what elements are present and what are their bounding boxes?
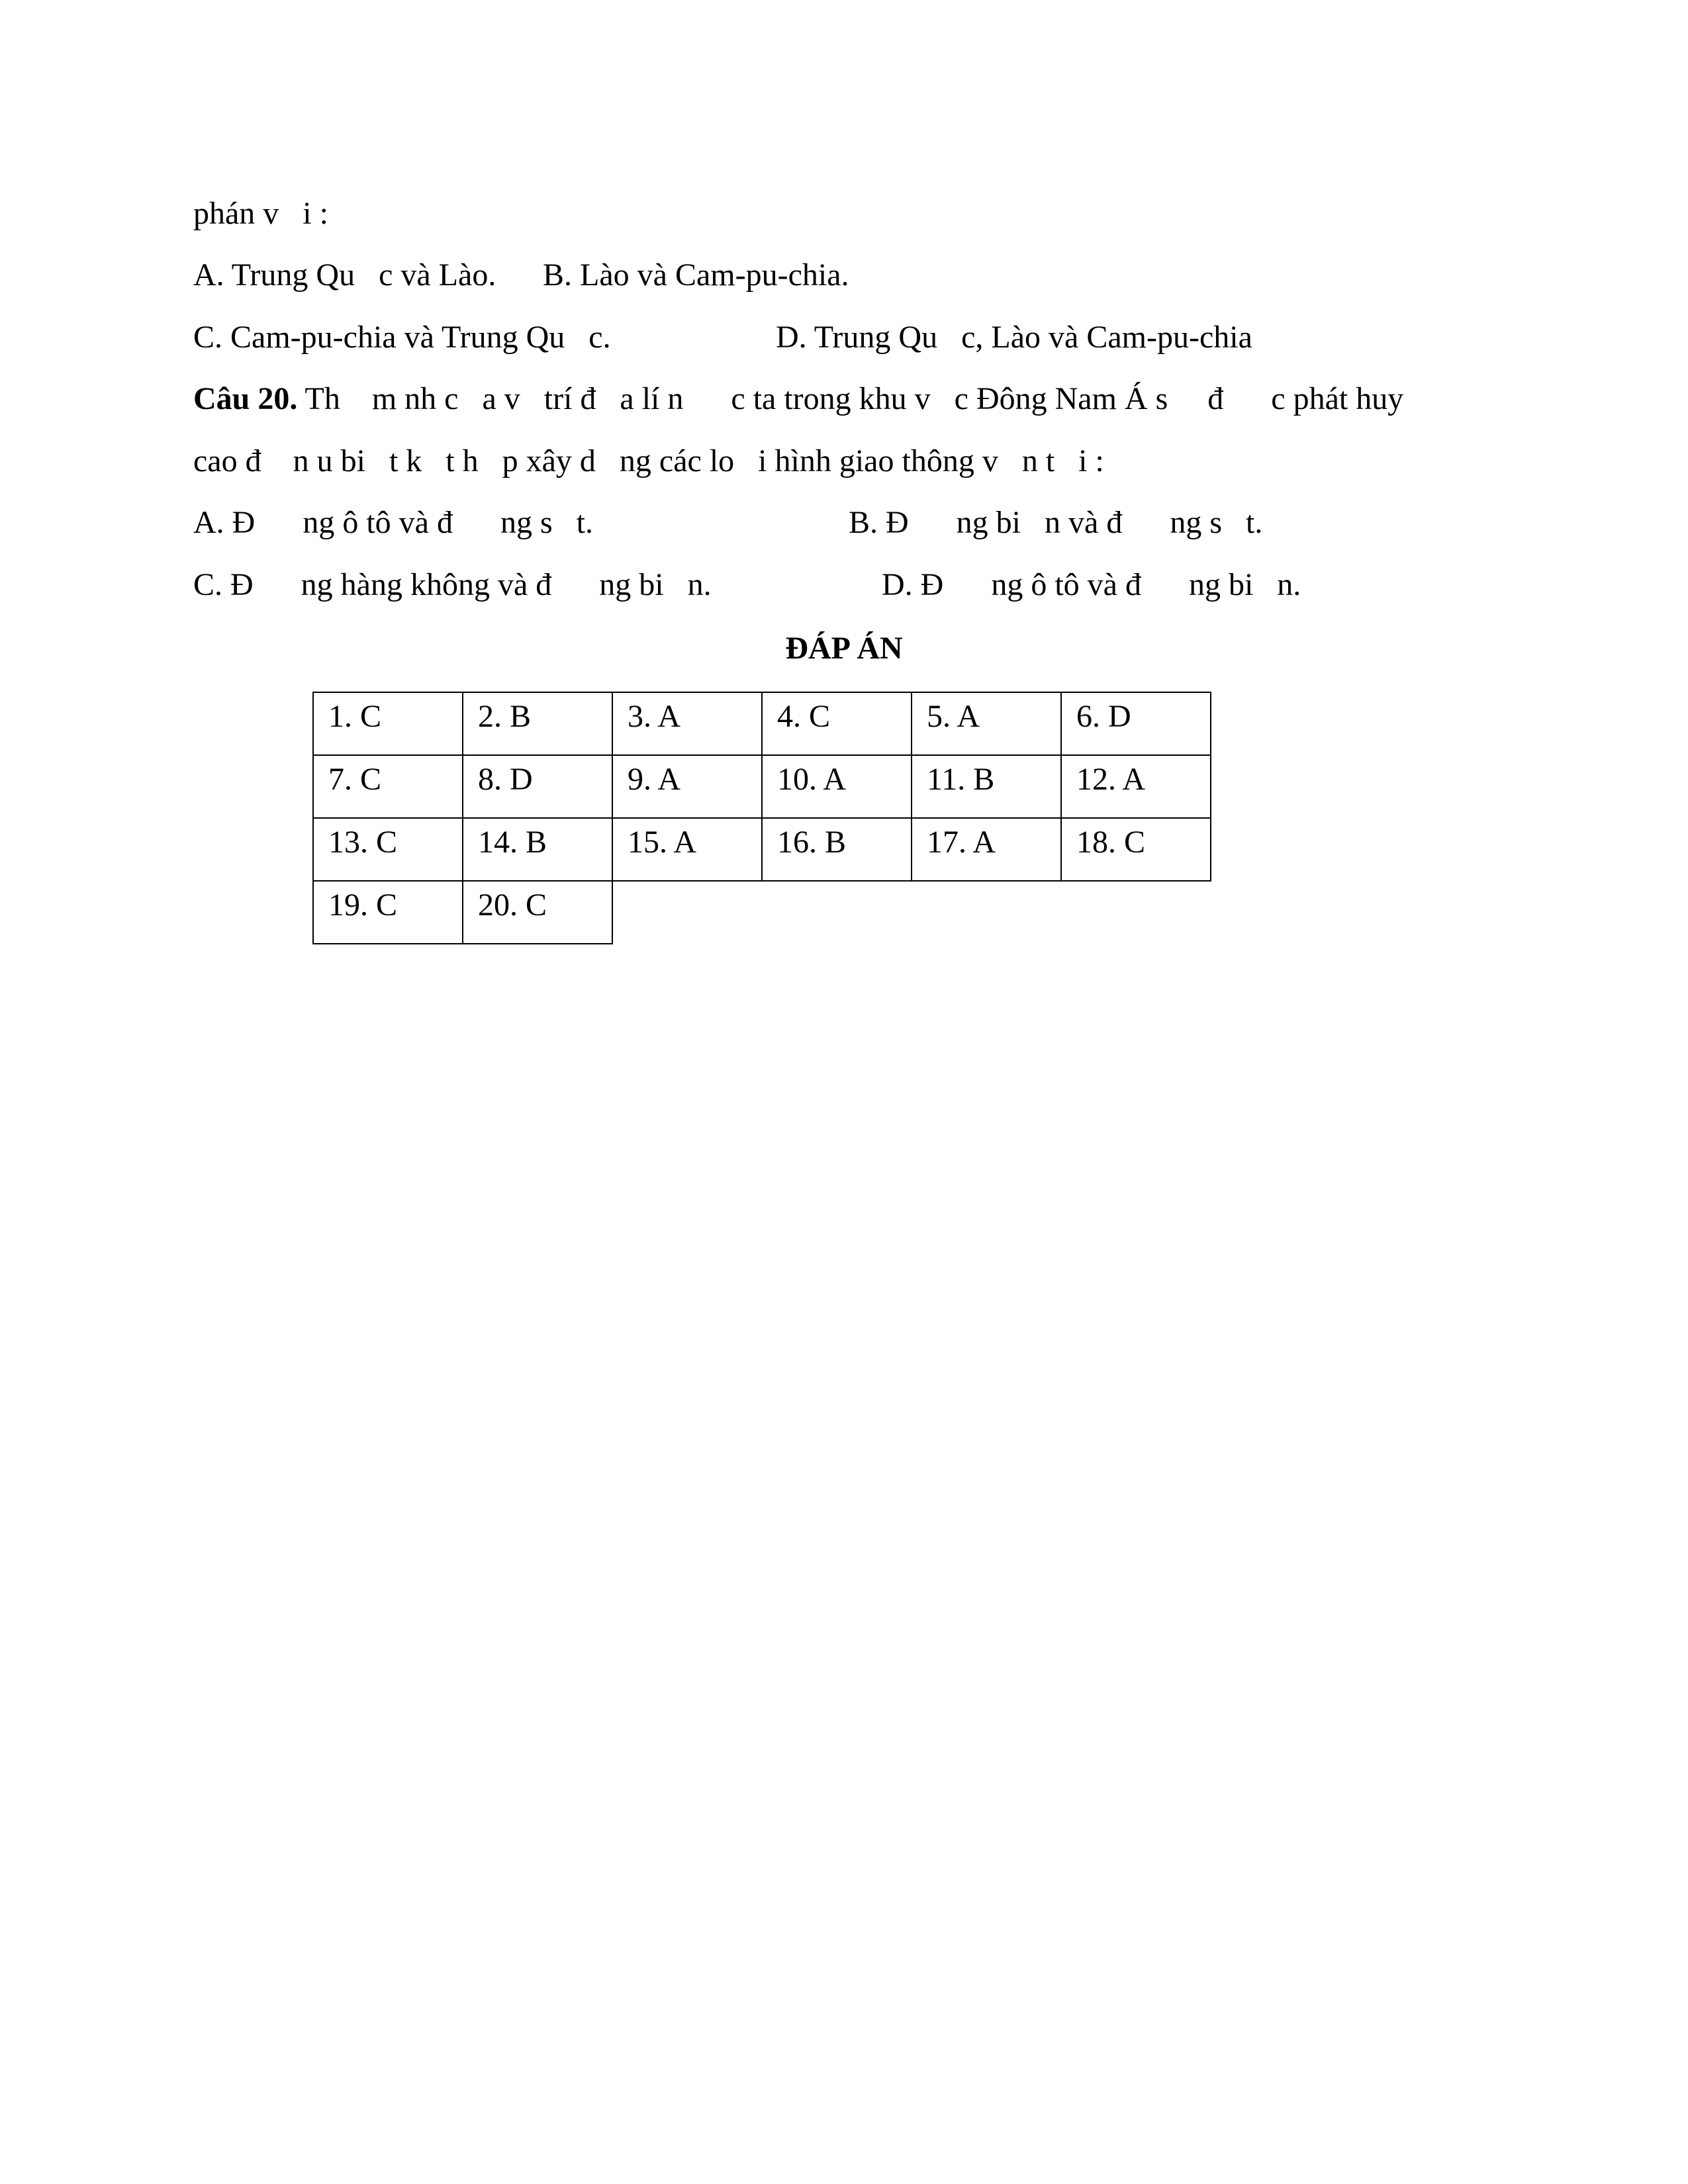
empty-cell <box>762 881 912 944</box>
empty-cell <box>612 881 762 944</box>
q20-text-line2: cao đ n u bi t k t h p xây d ng các lo i hình giao thông v n t i : <box>193 443 1104 478</box>
answer-cell: 2. B <box>463 692 612 755</box>
answer-cell: 20. C <box>463 881 612 944</box>
q19-option-a: A. Trung Qu c và Lào. <box>193 257 496 293</box>
answer-cell: 7. C <box>313 755 463 818</box>
q20-option-b: B. Đ ng bi n và đ ng s t. <box>849 505 1263 540</box>
answer-cell: 6. D <box>1061 692 1211 755</box>
answer-cell: 9. A <box>612 755 762 818</box>
table-row <box>313 818 1211 881</box>
answer-cell: 4. C <box>762 692 912 755</box>
q20-option-c: C. Đ ng hàng không và đ ng bi n. <box>193 567 712 602</box>
q20-stem-line1 <box>193 379 1403 419</box>
answer-cell: 1. C <box>313 692 463 755</box>
q19-option-b: B. Lào và Cam-pu-chia. <box>543 257 849 293</box>
q19-continuation: phán v i : <box>193 196 328 231</box>
q19-option-d: D. Trung Qu c, Lào và Cam-pu-chia <box>776 320 1252 355</box>
q20-option-a: A. Đ ng ô tô và đ ng s t. <box>193 505 593 540</box>
table-row <box>313 881 1211 944</box>
answer-cell: 19. C <box>313 881 463 944</box>
empty-cell <box>1061 881 1211 944</box>
q19-option-c: C. Cam-pu-chia và Trung Qu c. <box>193 320 611 355</box>
answer-cell: 18. C <box>1061 818 1211 881</box>
q20-label: Câu 20. <box>193 381 298 416</box>
answer-key-table <box>312 692 1211 944</box>
answer-cell: 12. A <box>1061 755 1211 818</box>
answer-cell: 17. A <box>912 818 1061 881</box>
answer-cell: 11. B <box>912 755 1061 818</box>
q20-option-d: D. Đ ng ô tô và đ ng bi n. <box>882 567 1301 602</box>
answer-cell: 5. A <box>912 692 1061 755</box>
answer-cell: 15. A <box>612 818 762 881</box>
answer-cell: 13. C <box>313 818 463 881</box>
table-row <box>313 692 1211 755</box>
answer-cell: 16. B <box>762 818 912 881</box>
empty-cell <box>912 881 1061 944</box>
answer-cell: 8. D <box>463 755 612 818</box>
answer-key-title: ĐÁP ÁN <box>785 631 903 666</box>
table-row <box>313 755 1211 818</box>
q20-text-line1: Th m nh c a v trí đ a lí n c ta trong khu v c Đông Nam Á s đ c phát huy <box>297 381 1404 416</box>
answer-cell: 10. A <box>762 755 912 818</box>
answer-cell: 3. A <box>612 692 762 755</box>
answer-cell: 14. B <box>463 818 612 881</box>
